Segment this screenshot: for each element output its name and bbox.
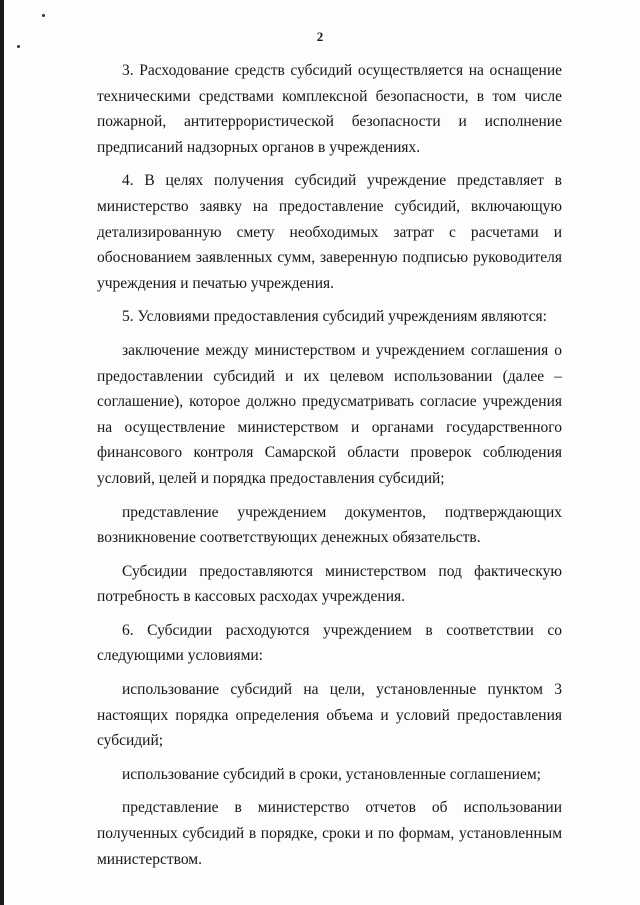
paragraph-5-condition-agreement: заключение между министерством и учреждением соглашения о предоставлении субсидий и их целевом использовании (далее – соглашение), которое должно предусматривать согласие учреждения на осуществление министерством и органами государственного финансового контроля Самарской области проверок соблюдения условий, целей и порядка предоставления субсидий; xyxy=(97,341,562,487)
paragraph-6-condition-terms: использование субсидий в сроки, установленные соглашением; xyxy=(122,765,541,783)
page-number: 2 xyxy=(316,29,324,44)
scan-speck xyxy=(17,45,20,48)
paragraph-3: 3. Расходование средств субсидий осуществляется на оснащение техническими средствами комплексной безопасности, в том числе пожарной, антитеррористической безопасности и исполнение предписаний надзорных органов в учреждениях. xyxy=(97,62,562,156)
paragraph-5-condition-documents: представление учреждением документов, подтверждающих возникновение соответствующих денежных обязательств. xyxy=(97,503,562,547)
paragraph-subsidies-provision: Субсидии предоставляются министерством под фактическую потребность в кассовых расходах учреждения. xyxy=(97,562,562,606)
paragraph-5: 5. Условиями предоставления субсидий учреждениям являются: xyxy=(122,308,547,326)
paragraph-6-condition-reports: представление в министерство отчетов об использовании полученных субсидий в порядке, сроки и по формам, установленным министерством. xyxy=(97,799,562,868)
paragraph-6-condition-purpose: использование субсидий на цели, установленные пунктом 3 настоящих порядка определения объема и условий предоставления субсидий; xyxy=(97,681,562,750)
paragraph-4: 4. В целях получения субсидий учреждение представляет в министерство заявку на предоставление субсидий, включающую детализированную смету необходимых затрат с расчетами и обоснованием заявленных сумм, заверенную подписью руководителя учреждения и печатью учреждения. xyxy=(97,172,562,292)
paragraph-6: 6. Субсидии расходуются учреждением в соответствии со следующими условиями: xyxy=(97,621,562,665)
scan-speck xyxy=(42,14,45,17)
document-body xyxy=(97,58,562,880)
scan-edge xyxy=(0,0,4,905)
